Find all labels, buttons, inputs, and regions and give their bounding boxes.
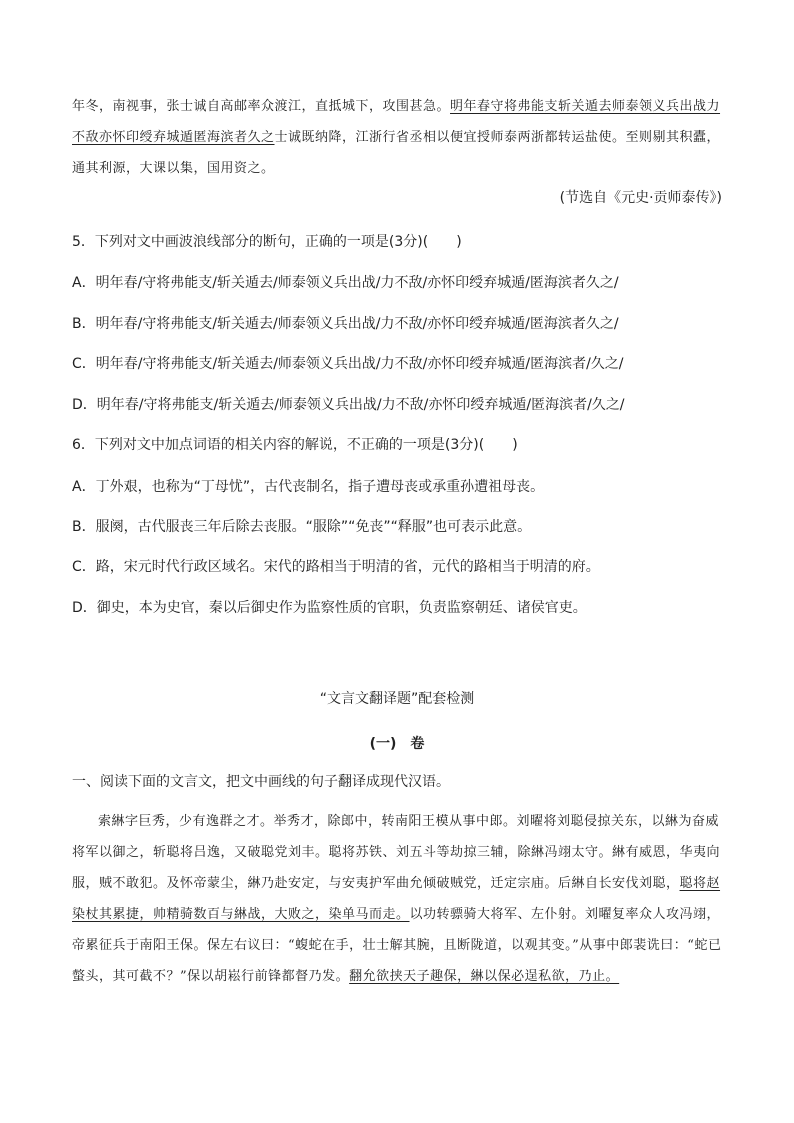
underlined-sentence-1: 聪将赵染杖其累捷，帅精骑数百与綝战，大败之，染单马而走。 (72, 876, 721, 922)
passage-excerpt-top (72, 91, 724, 184)
question-5-stem: 5．下列对文中画波浪线部分的断句，正确的一项是(3分)( ) (72, 234, 462, 250)
passage-source: (节选自《元史·贡师泰传》) (559, 190, 722, 206)
wavy-underlined-text: 明年春守将弗能支斩关遁去师泰领义兵出战力不敌亦怀印绶弃城遁匿海滨者久之 (72, 99, 721, 145)
question-6-stem: 6．下列对文中加点词语的相关内容的解说，不正确的一项是(3分)( ) (72, 437, 518, 453)
question-6-option-a[interactable]: A．丁外艰，也称为“丁母忧”，古代丧制名，指子遭母丧或承重孙遭祖母丧。 (72, 479, 545, 495)
section-subtitle: (一) 卷 (369, 736, 425, 752)
question-6-option-d[interactable]: D．御史，本为史官，秦以后御史作为监察性质的官职，负责监察朝廷、诸侯官吏。 (72, 600, 587, 616)
question-6-option-b[interactable]: B．服阕，古代服丧三年后除去丧服。“服除”“免丧”“释服”也可表示此意。 (72, 519, 532, 535)
question-5-option-c[interactable]: C．明年春/守将弗能支/斩关遁去/师泰领义兵出战/力不敌/亦怀印绶弃城遁/匿海滨者/久之/ (72, 356, 624, 372)
exercise-instruction: 一、阅读下面的文言文，把文中画线的句子翻译成现代汉语。 (72, 774, 450, 790)
passage-excerpt-bottom (72, 806, 724, 992)
question-5-option-a[interactable]: A．明年春/守将弗能支/斩关遁去/师泰领义兵出战/力不敌/亦怀印绶弃城遁/匿海滨者久之/ (72, 275, 619, 291)
passage-text: 索綝字巨秀，少有逸群之才。举秀才，除郎中，转南阳王模从事中郎。刘曜将刘聪侵掠关东，以綝为奋威将军以御之，斩聪将吕逸，又破聪党刘丰。聪将苏铁、刘五斗等劫掠三辅，除綝冯翊太守。綝有威恩，华夷向服，贼不敢犯。及怀帝蒙尘，綝乃赴安定，与安夷护军曲允倾破贼党，迁定宗庙。后綝自长安伐刘聪， (72, 814, 721, 891)
question-6-option-c[interactable]: C．路，宋元时代行政区域名。宋代的路相当于明清的省，元代的路相当于明清的府。 (72, 559, 600, 575)
passage-text: 以功转骠骑大将军、左仆射。刘曜复率众人攻冯翊，帝累征兵于南阳王保。保左右议曰：“蝮蛇在手，壮士解其腕，且断陇道，以观其变。”从事中郎裴诜曰：“蛇已螫头，其可截不？”保以胡崧行前锋都督乃发。 (72, 907, 722, 984)
question-5-option-d[interactable]: D．明年春/守将弗能支/斩关遁去/师泰领义兵出战/力不敌/亦怀印绶弃城遁/匿海滨者/久之/ (72, 397, 625, 413)
passage-text: 年冬，南视事，张士诚自高邮率众渡江，直抵城下，攻围甚急。 (72, 99, 451, 114)
underlined-sentence-2: 翻允欲挟天子趣保，綝以保必逞私欲，乃止。 (349, 969, 620, 984)
question-5-option-b[interactable]: B．明年春/守将弗能支/斩关遁去/师泰领义兵出战/力不敌/亦怀印绶弃城遁/匿海滨者久之/ (72, 316, 619, 332)
section-title: “文言文翻译题”配套检测 (319, 691, 475, 707)
passage-text: 士诚既纳降，江浙行省丞相以便宜授师泰两浙都转运盐使。至则剔其积蠹，通其利源，大课以集，国用资之。 (72, 130, 721, 176)
